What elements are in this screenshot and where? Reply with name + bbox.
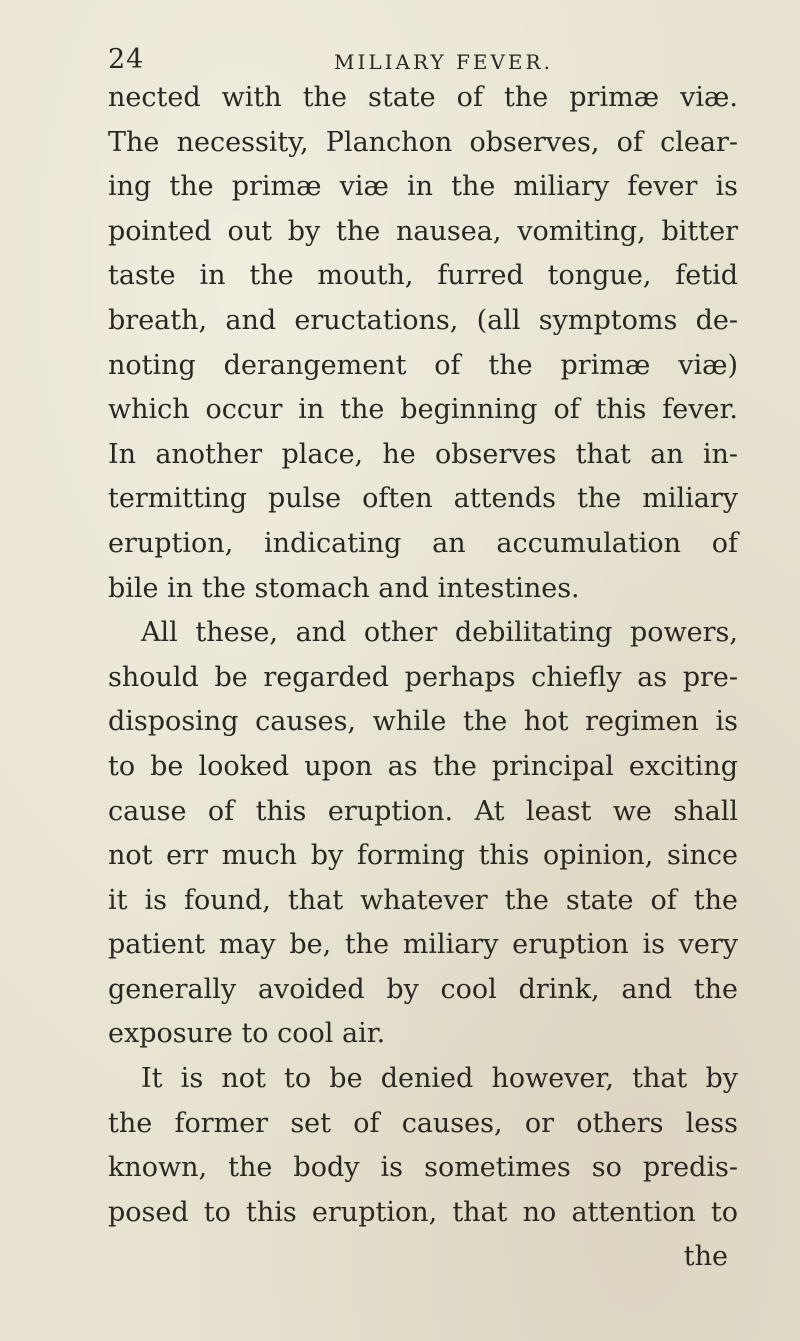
text-line: cause of this eruption. At least we shall <box>108 795 738 827</box>
text-line: not err much by forming this opinion, since <box>108 840 738 872</box>
text-line: noting derangement of the primæ viæ) <box>108 349 738 381</box>
text-line: bile in the stomach and intestines. <box>108 572 580 604</box>
text-line: ing the primæ viæ in the miliary fever is <box>108 171 738 203</box>
text-line: pointed out by the nausea, vomiting, bitter <box>108 215 738 247</box>
text-line: disposing causes, while the hot regimen is <box>108 706 738 738</box>
text-line: to be looked upon as the principal exciting <box>108 750 738 782</box>
text-line: patient may be, the miliary eruption is very <box>108 929 738 961</box>
catchword: the <box>683 1241 728 1273</box>
text-line: which occur in the beginning of this fever. <box>108 394 738 426</box>
text-line: breath, and eructations, (all symptoms de- <box>108 304 738 336</box>
body-text <box>108 76 738 1280</box>
text-line: All these, and other debilitating powers, <box>141 617 738 649</box>
text-line: taste in the mouth, furred tongue, fetid <box>108 260 738 292</box>
text-line: the former set of causes, or others less <box>108 1107 738 1139</box>
text-line: generally avoided by cool drink, and the <box>108 973 738 1005</box>
text-line: posed to this eruption, that no attention to <box>108 1196 738 1228</box>
text-line: eruption, indicating an accumulation of <box>108 527 738 559</box>
text-line: nected with the state of the primæ viæ. <box>108 82 738 113</box>
page-number: 24 <box>108 44 145 75</box>
text-line: should be regarded perhaps chiefly as pre- <box>108 661 738 693</box>
text-line: exposure to cool air. <box>108 1018 386 1050</box>
text-line: In another place, he observes that an in- <box>108 438 738 470</box>
text-line: it is found, that whatever the state of the <box>108 884 738 916</box>
running-title: MILIARY FEVER. <box>334 50 553 74</box>
text-line: The necessity, Planchon observes, of clear- <box>108 126 738 158</box>
text-line: It is not to be denied however, that by <box>141 1063 738 1095</box>
text-line: known, the body is sometimes so predis- <box>108 1152 738 1184</box>
text-line: termitting pulse often attends the miliary <box>108 483 738 515</box>
